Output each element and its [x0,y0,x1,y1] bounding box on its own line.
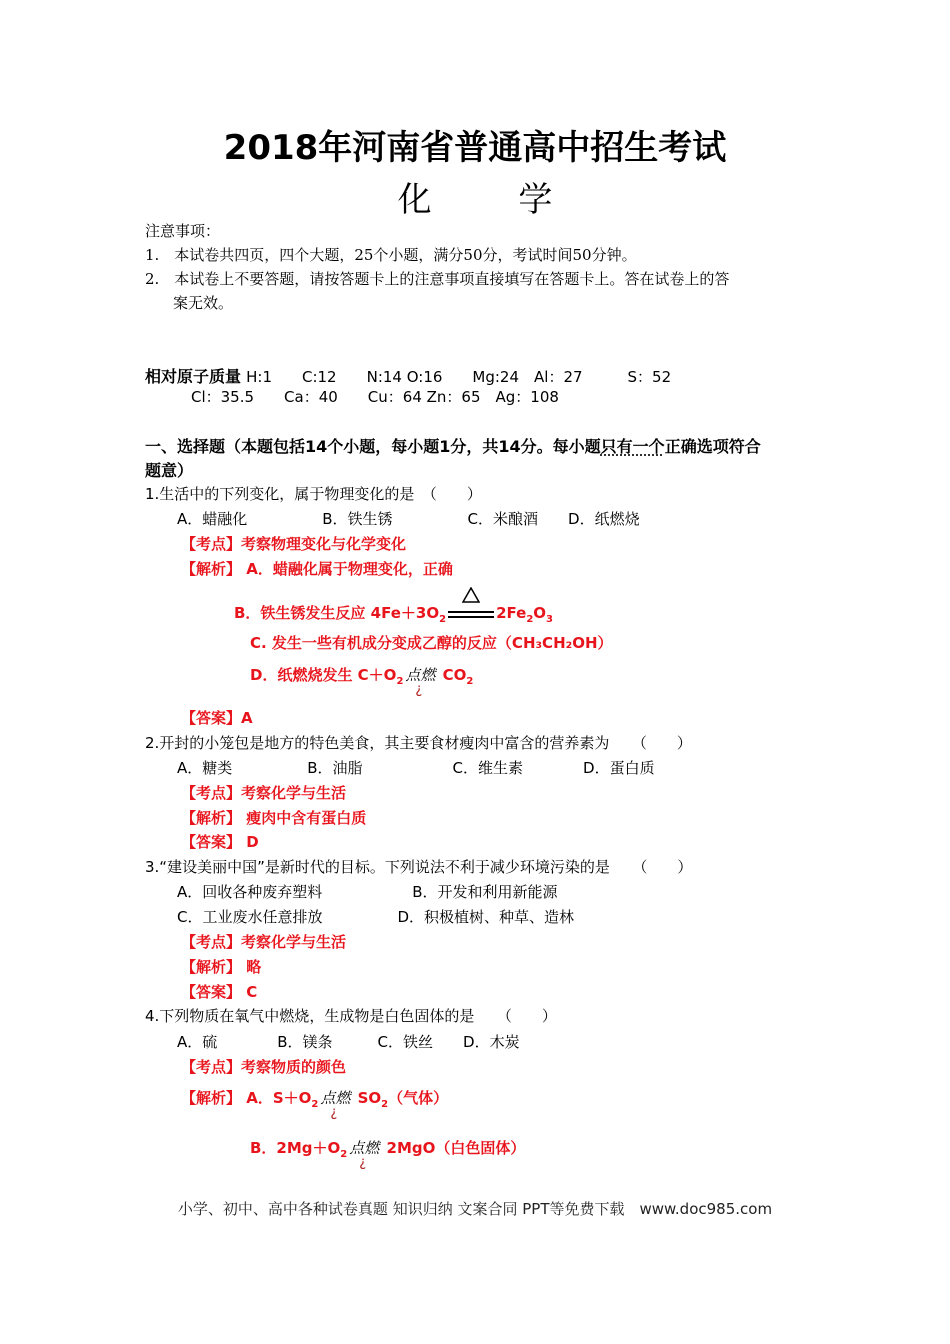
ignite-condition [405,664,436,697]
section-1-heading-part-c: 正确选项符合 [664,437,761,456]
atomic-masses-values-2: Cl：35.5 Ca：40 Cu：64 Zn：65 Ag：108 [191,388,559,406]
broken-glyph: ¿ [415,682,423,697]
q1-b-subscript: 2 [439,614,447,625]
notice-item-2-line-1: 2. 本试卷上不要答题，请按答题卡上的注意事项直接填写在答题卡上。答在试卷上的答 [145,270,730,288]
q4-options: A．硫 B．镁条 C．铁丝 D．木炭 [177,1033,520,1051]
q1-kaodian: 【考点】考察物理变化与化学变化 [181,535,407,553]
q1-answer: 【答案】A [181,709,253,727]
ignite-label: 点燃 [405,666,436,684]
atomic-masses-line-1 [145,364,671,387]
broken-glyph: ¿ [359,1155,367,1170]
q4-b-equation-lhs: B．2Mg＋O [250,1139,341,1157]
q3-kaodian: 【考点】考察化学与生活 [181,933,347,951]
q3-stem: 3.“建设美丽中国”是新时代的目标。下列说法不利于减少环境污染的是 （ ） [145,858,693,876]
q1-b-equation [234,602,553,625]
q4-a-product-state: （气体） [388,1089,449,1107]
section-1-heading-emphasis: 只有一个 [600,437,665,456]
heating-equals-sign [448,609,494,619]
subject-title: 化 学 [397,180,591,220]
section-1-heading [145,434,761,457]
q4-a-subscript: 2 [311,1099,319,1110]
q1-d-equation [250,664,474,697]
q1-d-subscript: 2 [396,676,404,687]
ignite-condition [320,1087,351,1120]
broken-glyph: ¿ [330,1105,338,1120]
notice-heading: 注意事项： [145,222,221,240]
q4-kaodian: 【考点】考察物质的颜色 [181,1058,347,1076]
q2-stem: 2.开封的小笼包是地方的特色美食，其主要食材瘦肉中富含的营养素为 （ ） [145,734,692,752]
q4-a-subscript-2: 2 [381,1099,389,1110]
q4-stem: 4.下列物质在氧气中燃烧，生成物是白色固体的是 （ ） [145,1007,557,1025]
q2-kaodian: 【考点】考察化学与生活 [181,784,347,802]
q1-stem: 1.生活中的下列变化，属于物理变化的是 （ ） [145,485,482,503]
q1-b-oxygen: O [533,604,547,622]
q1-b-equation-lhs: B．铁生锈发生反应 4Fe＋3O [234,604,440,622]
notice-item-2-line-2: 案无效。 [173,294,234,312]
notice-item-1: 1. 本试卷共四页，四个大题，25个小题，满分50分，考试时间50分钟。 [145,246,637,264]
q1-jiexi: 【解析】 A．蜡融化属于物理变化，正确 [181,560,453,578]
q3-options-1: A．回收各种废弃塑料 B．开发和利用新能源 [177,883,558,901]
page-title: 2018年河南省普通高中招生考试 [223,128,727,168]
q1-options: A．蜡融化 B．铁生锈 C．米酿酒 D．纸燃烧 [177,510,640,528]
section-1-heading-part-a: 一、选择题（本题包括14个小题，每小题1分，共14分。每小题 [145,437,601,456]
q4-a-equation-lhs: 【解析】 A．S＋O [181,1089,312,1107]
q4-b-subscript: 2 [340,1149,348,1160]
q4-b-equation-rhs: 2MgO（白色固体） [386,1139,526,1157]
atomic-masses-label: 相对原子质量 [145,367,242,386]
q4-b-equation [250,1137,526,1170]
q1-b-subscript-2: 2 [526,614,534,625]
q2-jiexi: 【解析】 瘦肉中含有蛋白质 [181,809,367,827]
q2-answer: 【答案】 D [181,833,259,851]
heating-triangle-icon [462,587,480,603]
q4-a-equation-rhs: SO [357,1089,382,1107]
q1-d-subscript-2: 2 [466,676,474,687]
q1-b-equation-rhs: 2Fe [496,604,527,622]
q3-answer: 【答案】 C [181,983,258,1001]
q1-b-subscript-3: 3 [546,614,554,625]
ignite-label: 点燃 [320,1089,351,1107]
q2-options: A．糖类 B．油脂 C．维生素 D．蛋白质 [177,759,655,777]
q3-options-2: C．工业废水任意排放 D．积极植树、种草、造林 [177,908,575,926]
page-footer: 小学、初中、高中各种试卷真题 知识归纳 文案合同 PPT等免费下载 www.doc985.com [177,1200,773,1218]
ignite-label: 点燃 [349,1139,380,1157]
section-1-heading-line-2: 题意） [145,461,194,480]
q1-c-line: C. 发生一些有机成分变成乙醇的反应（CH₃CH₂OH） [250,634,613,652]
q1-d-equation-rhs: CO [442,666,467,684]
ignite-condition [349,1137,380,1170]
q4-a-equation [181,1087,449,1120]
atomic-masses-values-1: H:1 C:12 N:14 O:16 Mg:24 Al：27 S：52 [246,368,672,386]
q1-d-equation-lhs: D．纸燃烧发生 C＋O [250,666,397,684]
q3-jiexi: 【解析】 略 [181,958,262,976]
